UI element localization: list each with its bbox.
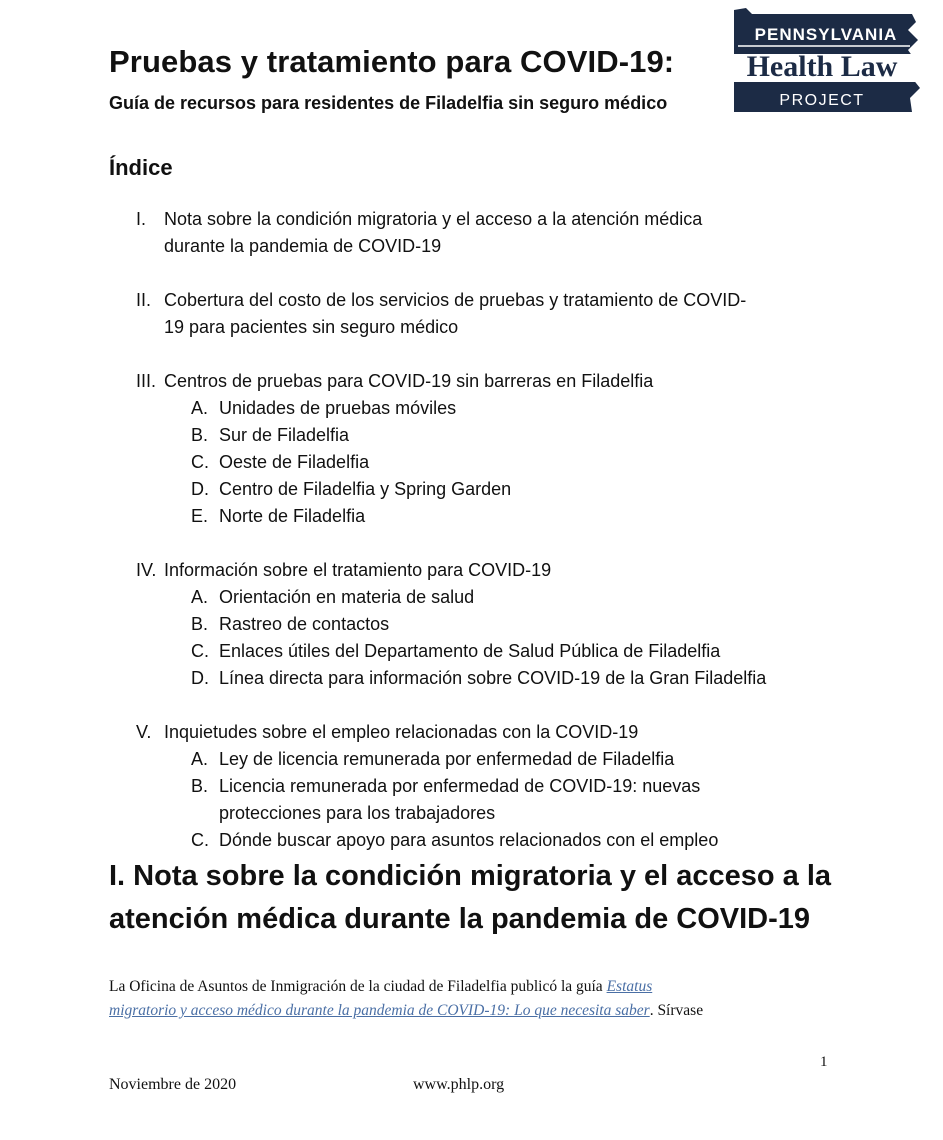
toc-subitem-letter: C. (191, 452, 209, 472)
toc-section-title[interactable]: durante la pandemia de COVID-19 (164, 236, 442, 256)
toc-subitem-letter: B. (191, 425, 209, 445)
toc-section-title[interactable]: 19 para pacientes sin seguro médico (164, 317, 459, 337)
toc-section-title[interactable]: Cobertura del costo de los servicios de pruebas y tratamiento de COVID- (164, 290, 747, 310)
toc-section-number: III. (136, 371, 157, 391)
toc-subitem-letter: A. (191, 587, 209, 607)
toc-subitem-letter: B. (191, 776, 209, 796)
toc-subitem-letter: C. (191, 830, 209, 850)
paragraph-text-before-link: La Oficina de Asuntos de Inmigración de la ciudad de Filadelfia publicó la guía (109, 978, 607, 995)
section-1-heading (109, 855, 869, 941)
toc-section-number: I. (136, 209, 147, 229)
toc-section (109, 287, 849, 341)
toc-subitem-letter: B. (191, 614, 209, 634)
toc-section-number: V. (136, 722, 152, 742)
toc-subitem-title[interactable]: Centro de Filadelfia y Spring Garden (219, 479, 512, 499)
toc-subitem-line (109, 395, 849, 422)
toc-section-line (109, 233, 849, 260)
toc-subitem-line (109, 503, 849, 530)
toc-subitem-letter: D. (191, 668, 209, 688)
toc-subitem-letter: A. (191, 398, 209, 418)
toc-subitem-line (109, 449, 849, 476)
toc-subitem-letter: E. (191, 506, 209, 526)
toc-subitem-title[interactable]: Enlaces útiles del Departamento de Salud Pública de Filadelfia (219, 641, 721, 661)
toc-section-number: IV. (136, 560, 157, 580)
toc-section-line (109, 314, 849, 341)
section-1-heading-line-1: I. Nota sobre la condición migratoria y el acceso a la (109, 860, 832, 892)
section-1-heading-line-2: atención médica durante la pandemia de COVID-19 (109, 903, 811, 935)
document-subtitle: Guía de recursos para residentes de Filadelfia sin seguro médico (109, 93, 668, 113)
toc-subitem-line (109, 800, 849, 827)
logo-line-health-law: Health Law (746, 50, 898, 83)
page-number: 1 (820, 1054, 828, 1070)
toc-section (109, 719, 849, 854)
toc-subitem-letter: C. (191, 641, 209, 661)
logo-line-pennsylvania: PENNSYLVANIA (754, 25, 898, 44)
toc-subitem-title[interactable]: Línea directa para información sobre COVID-19 de la Gran Filadelfia (219, 668, 767, 688)
toc-section-title[interactable]: Centros de pruebas para COVID-19 sin barreras en Filadelfia (164, 371, 654, 391)
toc-subitem-line (109, 584, 849, 611)
toc-subitem-line (109, 422, 849, 449)
toc-subitem-title[interactable]: Dónde buscar apoyo para asuntos relacionados con el empleo (219, 830, 719, 850)
toc-section (109, 557, 849, 692)
toc-section (109, 368, 849, 530)
toc-section (109, 206, 849, 260)
toc-section-title[interactable]: Nota sobre la condición migratoria y el acceso a la atención médica (164, 209, 703, 229)
toc-section-line (109, 368, 849, 395)
toc-section-line (109, 206, 849, 233)
index-heading: Índice (109, 155, 173, 180)
link-text-line-1: Estatus (606, 978, 653, 995)
phlp-logo (732, 6, 920, 114)
section-1-paragraph (109, 975, 849, 1023)
toc-subitem-line (109, 773, 849, 800)
link-text-line-2: migratorio y acceso médico durante la pandemia de COVID-19: Lo que necesita saber (109, 1002, 650, 1019)
toc-subitem-title[interactable]: Licencia remunerada por enfermedad de COVID-19: nuevas (219, 776, 701, 796)
table-of-contents (109, 206, 849, 881)
toc-section-line (109, 557, 849, 584)
footer-date: Noviembre de 2020 (109, 1076, 237, 1093)
toc-subitem-title[interactable]: Oeste de Filadelfia (219, 452, 370, 472)
toc-subitem-line (109, 665, 849, 692)
toc-subitem-letter: D. (191, 479, 209, 499)
logo-line-project: PROJECT (779, 92, 865, 109)
toc-section-title[interactable]: Información sobre el tratamiento para COVID-19 (164, 560, 552, 580)
toc-subitem-title[interactable]: Rastreo de contactos (219, 614, 390, 634)
toc-section-number: II. (136, 290, 152, 310)
toc-subitem-line (109, 638, 849, 665)
toc-section-line (109, 287, 849, 314)
toc-subitem-title[interactable]: Unidades de pruebas móviles (219, 398, 457, 418)
toc-subitem-line (109, 746, 849, 773)
toc-subitem-title[interactable]: Norte de Filadelfia (219, 506, 366, 526)
toc-subitem-letter: A. (191, 749, 209, 769)
toc-subitem-title[interactable]: Ley de licencia remunerada por enfermedad de Filadelfia (219, 749, 675, 769)
toc-subitem-title[interactable]: Sur de Filadelfia (219, 425, 350, 445)
document-title: Pruebas y tratamiento para COVID-19: (109, 44, 675, 79)
footer-website: www.phlp.org (413, 1076, 505, 1093)
toc-subitem-letter (191, 800, 219, 827)
toc-subitem-title[interactable]: Orientación en materia de salud (219, 587, 475, 607)
toc-subitem-line (109, 611, 849, 638)
toc-section-title[interactable]: Inquietudes sobre el empleo relacionadas con la COVID-19 (164, 722, 639, 742)
toc-subitem-line (109, 827, 849, 854)
toc-section-line (109, 719, 849, 746)
toc-subitem-line (109, 476, 849, 503)
toc-subitem-title[interactable]: protecciones para los trabajadores (219, 803, 496, 823)
paragraph-text-after-link: . Sírvase (649, 1002, 704, 1019)
